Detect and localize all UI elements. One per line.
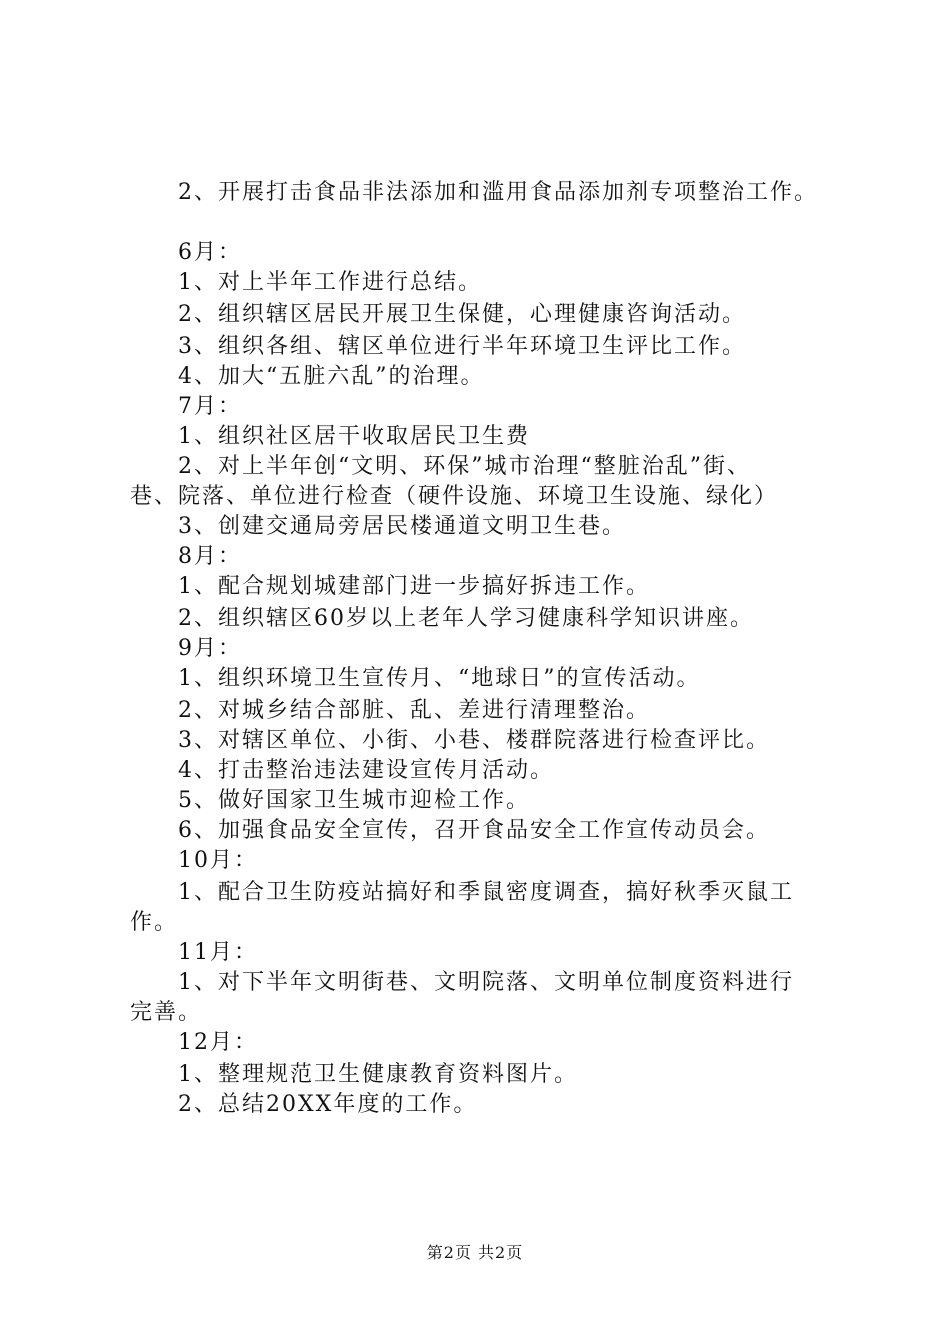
month-heading-december: 12月：	[178, 1030, 258, 1055]
body-line-26: 1、对下半年文明街巷、文明院落、文明单位制度资料进行	[178, 970, 794, 995]
body-line-3: 1、对上半年工作进行总结。	[178, 270, 482, 295]
body-line-24: 作。	[130, 910, 179, 935]
body-line-14: 2、组织辖区60岁以上老年人学习健康科学知识讲座。	[178, 606, 754, 631]
body-line-23: 1、配合卫生防疫站搞好和季鼠密度调查，搞好秋季灭鼠工	[178, 880, 794, 905]
body-line-11: 3、创建交通局旁居民楼通道文明卫生巷。	[178, 514, 626, 539]
body-line-18: 3、对辖区单位、小街、小巷、楼群院落进行检查评比。	[178, 728, 770, 753]
body-line-1: 2、开展打击食品非法添加和滥用食品添加剂专项整治工作。	[178, 180, 818, 205]
body-line-5: 3、组织各组、辖区单位进行半年环境卫生评比工作。	[178, 334, 746, 359]
body-line-30: 2、总结20XX年度的工作。	[178, 1092, 478, 1117]
body-line-8: 1、组织社区居干收取居民卫生费	[178, 424, 530, 449]
month-heading-october: 10月：	[178, 848, 258, 873]
month-heading-september: 9月：	[178, 636, 242, 661]
body-line-21: 6、加强食品安全宣传，召开食品安全工作宣传动员会。	[178, 818, 770, 843]
body-line-4: 2、组织辖区居民开展卫生保健，心理健康咨询活动。	[178, 302, 746, 327]
page-footer: 第2页 共2页	[426, 1243, 524, 1262]
month-heading-june: 6月：	[178, 240, 242, 265]
body-line-27: 完善。	[130, 1000, 203, 1025]
month-heading-august: 8月：	[178, 544, 242, 569]
body-line-13: 1、配合规划城建部门进一步搞好拆违工作。	[178, 574, 650, 599]
body-line-16: 1、组织环境卫生宣传月、“地球日”的宣传活动。	[178, 666, 701, 691]
body-line-20: 5、做好国家卫生城市迎检工作。	[178, 788, 530, 813]
body-line-6: 4、加大“五脏六乱”的治理。	[178, 364, 485, 389]
month-heading-july: 7月：	[178, 394, 242, 419]
body-line-10: 巷、院落、单位进行检查（硬件设施、环境卫生设施、绿化）	[130, 484, 779, 509]
body-line-17: 2、对城乡结合部脏、乱、差进行清理整治。	[178, 698, 650, 723]
body-line-29: 1、整理规范卫生健康教育资料图片。	[178, 1062, 578, 1087]
body-line-9: 2、对上半年创“文明、环保”城市治理“整脏治乱”街、	[178, 454, 751, 479]
body-line-19: 4、打击整治违法建设宣传月活动。	[178, 758, 554, 783]
month-heading-november: 11月：	[178, 940, 258, 965]
